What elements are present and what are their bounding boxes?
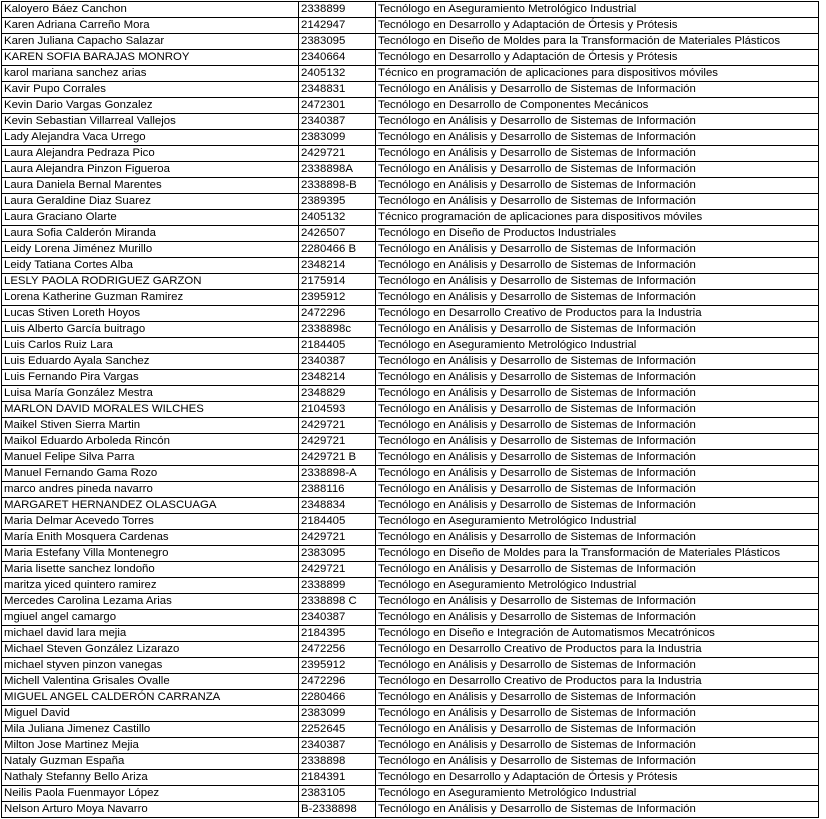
- name-cell[interactable]: Manuel Felipe Silva Parra: [2, 450, 299, 466]
- table-row: [2, 738, 819, 754]
- name-cell[interactable]: Nataly Guzman España: [2, 754, 299, 770]
- code-cell[interactable]: 2429721: [299, 434, 376, 450]
- name-cell[interactable]: Maikol Eduardo Arboleda Rincón: [2, 434, 299, 450]
- code-cell[interactable]: 2338898-B: [299, 178, 376, 194]
- program-cell[interactable]: Tecnólogo en Análisis y Desarrollo de Sistemas de Información: [376, 370, 819, 386]
- program-cell[interactable]: Tecnólogo en Análisis y Desarrollo de Sistemas de Información: [376, 658, 819, 674]
- program-cell[interactable]: Tecnólogo en Análisis y Desarrollo de Sistemas de Información: [376, 530, 819, 546]
- program-cell[interactable]: Tecnólogo en Análisis y Desarrollo de Sistemas de Información: [376, 802, 819, 818]
- name-cell[interactable]: Maria Delmar Acevedo Torres: [2, 514, 299, 530]
- spreadsheet-table: [1, 1, 819, 818]
- code-cell[interactable]: B-2338898: [299, 802, 376, 818]
- code-cell[interactable]: 2142947: [299, 18, 376, 34]
- code-cell[interactable]: 2340387: [299, 610, 376, 626]
- table-row: [2, 274, 819, 290]
- table-row: [2, 306, 819, 322]
- program-cell[interactable]: Tecnólogo en Desarrollo y Adaptación de Órtesis y Prótesis: [376, 50, 819, 66]
- code-cell[interactable]: 2383105: [299, 786, 376, 802]
- name-cell[interactable]: Laura Alejandra Pedraza Pico: [2, 146, 299, 162]
- code-cell[interactable]: 2348214: [299, 258, 376, 274]
- program-cell[interactable]: Tecnólogo en Análisis y Desarrollo de Sistemas de Información: [376, 690, 819, 706]
- table-row: [2, 370, 819, 386]
- program-cell[interactable]: Tecnólogo en Desarrollo Creativo de Productos para la Industria: [376, 674, 819, 690]
- table-row: [2, 658, 819, 674]
- code-cell[interactable]: 2472296: [299, 306, 376, 322]
- table-row: [2, 530, 819, 546]
- program-cell[interactable]: Tecnólogo en Diseño de Productos Industriales: [376, 226, 819, 242]
- program-cell[interactable]: Tecnólogo en Análisis y Desarrollo de Sistemas de Información: [376, 82, 819, 98]
- program-cell[interactable]: Tecnólogo en Análisis y Desarrollo de Sistemas de Información: [376, 738, 819, 754]
- program-cell[interactable]: Tecnólogo en Análisis y Desarrollo de Sistemas de Información: [376, 386, 819, 402]
- code-cell[interactable]: 2338899: [299, 578, 376, 594]
- name-cell[interactable]: Luis Fernando Pira Vargas: [2, 370, 299, 386]
- code-cell[interactable]: 2338898 C: [299, 594, 376, 610]
- program-cell[interactable]: Tecnólogo en Diseño de Moldes para la Transformación de Materiales Plásticos: [376, 34, 819, 50]
- table-row: [2, 34, 819, 50]
- code-cell[interactable]: 2429721: [299, 146, 376, 162]
- program-cell[interactable]: Tecnólogo en Desarrollo Creativo de Productos para la Industria: [376, 642, 819, 658]
- code-cell[interactable]: 2338898: [299, 754, 376, 770]
- table-row: [2, 594, 819, 610]
- program-cell[interactable]: Técnico en programación de aplicaciones para dispositivos móviles: [376, 66, 819, 82]
- table-row: [2, 626, 819, 642]
- table-row: [2, 674, 819, 690]
- code-cell[interactable]: 2426507: [299, 226, 376, 242]
- code-cell[interactable]: 2348829: [299, 386, 376, 402]
- table-row: [2, 338, 819, 354]
- code-cell[interactable]: 2252645: [299, 722, 376, 738]
- name-cell[interactable]: Nathaly Stefanny Bello Ariza: [2, 770, 299, 786]
- code-cell[interactable]: 2405132: [299, 210, 376, 226]
- table-row: [2, 18, 819, 34]
- code-cell[interactable]: 2104593: [299, 402, 376, 418]
- table-row: [2, 770, 819, 786]
- program-cell[interactable]: Tecnólogo en Análisis y Desarrollo de Sistemas de Información: [376, 178, 819, 194]
- program-cell[interactable]: Tecnólogo en Análisis y Desarrollo de Sistemas de Información: [376, 482, 819, 498]
- name-cell[interactable]: Lorena Katherine Guzman Ramirez: [2, 290, 299, 306]
- name-cell[interactable]: Kevin Dario Vargas Gonzalez: [2, 98, 299, 114]
- program-cell[interactable]: Tecnólogo en Análisis y Desarrollo de Sistemas de Información: [376, 322, 819, 338]
- name-cell[interactable]: Kaloyero Báez Canchon: [2, 2, 299, 18]
- program-cell[interactable]: Tecnólogo en Diseño e Integración de Automatismos Mecatrónicos: [376, 626, 819, 642]
- name-cell[interactable]: Laura Graciano Olarte: [2, 210, 299, 226]
- program-cell[interactable]: Tecnólogo en Análisis y Desarrollo de Sistemas de Información: [376, 498, 819, 514]
- name-cell[interactable]: Laura Daniela Bernal Marentes: [2, 178, 299, 194]
- table-row: [2, 498, 819, 514]
- code-cell[interactable]: 2472296: [299, 674, 376, 690]
- table-row: [2, 514, 819, 530]
- name-cell[interactable]: Kevin Sebastian Villarreal Vallejos: [2, 114, 299, 130]
- name-cell[interactable]: MARGARET HERNANDEZ OLASCUAGA: [2, 498, 299, 514]
- table-row: [2, 610, 819, 626]
- program-cell[interactable]: Tecnólogo en Análisis y Desarrollo de Sistemas de Información: [376, 466, 819, 482]
- table-row: [2, 146, 819, 162]
- name-cell[interactable]: Luis Carlos Ruiz Lara: [2, 338, 299, 354]
- name-cell[interactable]: Mercedes Carolina Lezama Arias: [2, 594, 299, 610]
- table-row: [2, 482, 819, 498]
- table-row: [2, 578, 819, 594]
- program-cell[interactable]: Tecnólogo en Análisis y Desarrollo de Sistemas de Información: [376, 242, 819, 258]
- name-cell[interactable]: Maikel Stiven Sierra Martin: [2, 418, 299, 434]
- table-row: [2, 402, 819, 418]
- table-row: [2, 50, 819, 66]
- program-cell[interactable]: Tecnólogo en Desarrollo Creativo de Productos para la Industria: [376, 306, 819, 322]
- table-row: [2, 754, 819, 770]
- code-cell[interactable]: 2184391: [299, 770, 376, 786]
- code-cell[interactable]: 2388116: [299, 482, 376, 498]
- program-cell[interactable]: Tecnólogo en Aseguramiento Metrológico Industrial: [376, 514, 819, 530]
- program-cell[interactable]: Tecnólogo en Análisis y Desarrollo de Sistemas de Información: [376, 194, 819, 210]
- code-cell[interactable]: 2340387: [299, 354, 376, 370]
- table-row: [2, 562, 819, 578]
- program-cell[interactable]: Tecnólogo en Aseguramiento Metrológico Industrial: [376, 2, 819, 18]
- name-cell[interactable]: Milton Jose Martinez Mejia: [2, 738, 299, 754]
- code-cell[interactable]: 2429721: [299, 418, 376, 434]
- program-cell[interactable]: Tecnólogo en Análisis y Desarrollo de Sistemas de Información: [376, 722, 819, 738]
- program-cell[interactable]: Tecnólogo en Análisis y Desarrollo de Sistemas de Información: [376, 258, 819, 274]
- table-row: [2, 722, 819, 738]
- program-cell[interactable]: Tecnólogo en Aseguramiento Metrológico Industrial: [376, 786, 819, 802]
- table-row: [2, 786, 819, 802]
- name-cell[interactable]: Leidy Lorena Jiménez Murillo: [2, 242, 299, 258]
- table-row: [2, 546, 819, 562]
- table-row: [2, 210, 819, 226]
- program-cell[interactable]: Tecnólogo en Análisis y Desarrollo de Sistemas de Información: [376, 450, 819, 466]
- code-cell[interactable]: 2395912: [299, 658, 376, 674]
- name-cell[interactable]: Neilis Paola Fuenmayor López: [2, 786, 299, 802]
- table-row: [2, 162, 819, 178]
- code-cell[interactable]: 2383095: [299, 546, 376, 562]
- program-cell[interactable]: Tecnólogo en Análisis y Desarrollo de Sistemas de Información: [376, 434, 819, 450]
- code-cell[interactable]: 2175914: [299, 274, 376, 290]
- code-cell[interactable]: 2184405: [299, 514, 376, 530]
- code-cell[interactable]: 2184395: [299, 626, 376, 642]
- code-cell[interactable]: 2383099: [299, 130, 376, 146]
- table-row: [2, 642, 819, 658]
- table-body: [2, 2, 819, 818]
- table-row: [2, 242, 819, 258]
- code-cell[interactable]: 2338898A: [299, 162, 376, 178]
- program-cell[interactable]: Tecnólogo en Análisis y Desarrollo de Sistemas de Información: [376, 146, 819, 162]
- code-cell[interactable]: 2184405: [299, 338, 376, 354]
- program-cell[interactable]: Tecnólogo en Análisis y Desarrollo de Sistemas de Información: [376, 594, 819, 610]
- code-cell[interactable]: 2338899: [299, 2, 376, 18]
- name-cell[interactable]: Michell Valentina Grisales Ovalle: [2, 674, 299, 690]
- name-cell[interactable]: Lucas Stiven Loreth Hoyos: [2, 306, 299, 322]
- table-row: [2, 690, 819, 706]
- code-cell[interactable]: 2338898-A: [299, 466, 376, 482]
- code-cell[interactable]: 2383099: [299, 706, 376, 722]
- table-row: [2, 82, 819, 98]
- code-cell[interactable]: 2338898c: [299, 322, 376, 338]
- program-cell[interactable]: Tecnólogo en Análisis y Desarrollo de Sistemas de Información: [376, 354, 819, 370]
- code-cell[interactable]: 2348214: [299, 370, 376, 386]
- table-row: [2, 706, 819, 722]
- name-cell[interactable]: Kavir Pupo Corrales: [2, 82, 299, 98]
- table-row: [2, 434, 819, 450]
- name-cell[interactable]: Laura Alejandra Pinzon Figueroa: [2, 162, 299, 178]
- program-cell[interactable]: Tecnólogo en Análisis y Desarrollo de Sistemas de Información: [376, 290, 819, 306]
- table-row: [2, 322, 819, 338]
- name-cell[interactable]: Karen Adriana Carreño Mora: [2, 18, 299, 34]
- program-cell[interactable]: Técnico programación de aplicaciones para dispositivos móviles: [376, 210, 819, 226]
- name-cell[interactable]: Luis Alberto García buitrago: [2, 322, 299, 338]
- code-cell[interactable]: 2395912: [299, 290, 376, 306]
- table-row: [2, 114, 819, 130]
- name-cell[interactable]: michael david lara mejia: [2, 626, 299, 642]
- program-cell[interactable]: Tecnólogo en Análisis y Desarrollo de Sistemas de Información: [376, 706, 819, 722]
- program-cell[interactable]: Tecnólogo en Aseguramiento Metrológico Industrial: [376, 338, 819, 354]
- name-cell[interactable]: Leidy Tatiana Cortes Alba: [2, 258, 299, 274]
- code-cell[interactable]: 2340664: [299, 50, 376, 66]
- program-cell[interactable]: Tecnólogo en Análisis y Desarrollo de Sistemas de Información: [376, 562, 819, 578]
- name-cell[interactable]: marco andres pineda navarro: [2, 482, 299, 498]
- name-cell[interactable]: MIGUEL ANGEL CALDERÓN CARRANZA: [2, 690, 299, 706]
- program-cell[interactable]: Tecnólogo en Análisis y Desarrollo de Sistemas de Información: [376, 418, 819, 434]
- name-cell[interactable]: mgiuel angel camargo: [2, 610, 299, 626]
- table-row: [2, 450, 819, 466]
- name-cell[interactable]: maritza yiced quintero ramirez: [2, 578, 299, 594]
- code-cell[interactable]: 2383095: [299, 34, 376, 50]
- program-cell[interactable]: Tecnólogo en Aseguramiento Metrológico Industrial: [376, 578, 819, 594]
- table-row: [2, 258, 819, 274]
- table-row: [2, 2, 819, 18]
- name-cell[interactable]: Luis Eduardo Ayala Sanchez: [2, 354, 299, 370]
- code-cell[interactable]: 2472301: [299, 98, 376, 114]
- code-cell[interactable]: 2340387: [299, 114, 376, 130]
- name-cell[interactable]: MARLON DAVID MORALES WILCHES: [2, 402, 299, 418]
- table-row: [2, 178, 819, 194]
- name-cell[interactable]: Michael Steven González Lizarazo: [2, 642, 299, 658]
- program-cell[interactable]: Tecnólogo en Análisis y Desarrollo de Sistemas de Información: [376, 610, 819, 626]
- code-cell[interactable]: 2348831: [299, 82, 376, 98]
- name-cell[interactable]: Laura Geraldine Diaz Suarez: [2, 194, 299, 210]
- name-cell[interactable]: karol mariana sanchez arias: [2, 66, 299, 82]
- name-cell[interactable]: michael styven pinzon vanegas: [2, 658, 299, 674]
- code-cell[interactable]: 2429721: [299, 530, 376, 546]
- code-cell[interactable]: 2340387: [299, 738, 376, 754]
- code-cell[interactable]: 2280466: [299, 690, 376, 706]
- table-row: [2, 194, 819, 210]
- name-cell[interactable]: Mila Juliana Jimenez Castillo: [2, 722, 299, 738]
- table-row: [2, 802, 819, 818]
- name-cell[interactable]: Miguel David: [2, 706, 299, 722]
- table-row: [2, 386, 819, 402]
- name-cell[interactable]: Maria lisette sanchez londoño: [2, 562, 299, 578]
- program-cell[interactable]: Tecnólogo en Desarrollo y Adaptación de Órtesis y Prótesis: [376, 18, 819, 34]
- program-cell[interactable]: Tecnólogo en Desarrollo y Adaptación de Órtesis y Prótesis: [376, 770, 819, 786]
- code-cell[interactable]: 2280466 B: [299, 242, 376, 258]
- table-row: [2, 66, 819, 82]
- code-cell[interactable]: 2389395: [299, 194, 376, 210]
- name-cell[interactable]: Nelson Arturo Moya Navarro: [2, 802, 299, 818]
- name-cell[interactable]: Luisa María González Mestra: [2, 386, 299, 402]
- code-cell[interactable]: 2429721: [299, 562, 376, 578]
- table-row: [2, 466, 819, 482]
- program-cell[interactable]: Tecnólogo en Desarrollo de Componentes Mecánicos: [376, 98, 819, 114]
- name-cell[interactable]: Laura Sofia Calderón Miranda: [2, 226, 299, 242]
- name-cell[interactable]: KAREN SOFIA BARAJAS MONROY: [2, 50, 299, 66]
- code-cell[interactable]: 2472256: [299, 642, 376, 658]
- program-cell[interactable]: Tecnólogo en Análisis y Desarrollo de Sistemas de Información: [376, 114, 819, 130]
- table-row: [2, 226, 819, 242]
- name-cell[interactable]: Lady Alejandra Vaca Urrego: [2, 130, 299, 146]
- table-row: [2, 354, 819, 370]
- program-cell[interactable]: Tecnólogo en Análisis y Desarrollo de Sistemas de Información: [376, 402, 819, 418]
- table-row: [2, 418, 819, 434]
- program-cell[interactable]: Tecnólogo en Análisis y Desarrollo de Sistemas de Información: [376, 162, 819, 178]
- name-cell[interactable]: Maria Estefany Villa Montenegro: [2, 546, 299, 562]
- table-row: [2, 130, 819, 146]
- program-cell[interactable]: Tecnólogo en Análisis y Desarrollo de Sistemas de Información: [376, 754, 819, 770]
- name-cell[interactable]: LESLY PAOLA RODRIGUEZ GARZON: [2, 274, 299, 290]
- program-cell[interactable]: Tecnólogo en Análisis y Desarrollo de Sistemas de Información: [376, 274, 819, 290]
- name-cell[interactable]: Karen Juliana Capacho Salazar: [2, 34, 299, 50]
- table-row: [2, 290, 819, 306]
- code-cell[interactable]: 2348834: [299, 498, 376, 514]
- name-cell[interactable]: María Enith Mosquera Cardenas: [2, 530, 299, 546]
- program-cell[interactable]: Tecnólogo en Análisis y Desarrollo de Sistemas de Información: [376, 130, 819, 146]
- code-cell[interactable]: 2429721 B: [299, 450, 376, 466]
- name-cell[interactable]: Manuel Fernando Gama Rozo: [2, 466, 299, 482]
- table-row: [2, 98, 819, 114]
- program-cell[interactable]: Tecnólogo en Diseño de Moldes para la Transformación de Materiales Plásticos: [376, 546, 819, 562]
- code-cell[interactable]: 2405132: [299, 66, 376, 82]
